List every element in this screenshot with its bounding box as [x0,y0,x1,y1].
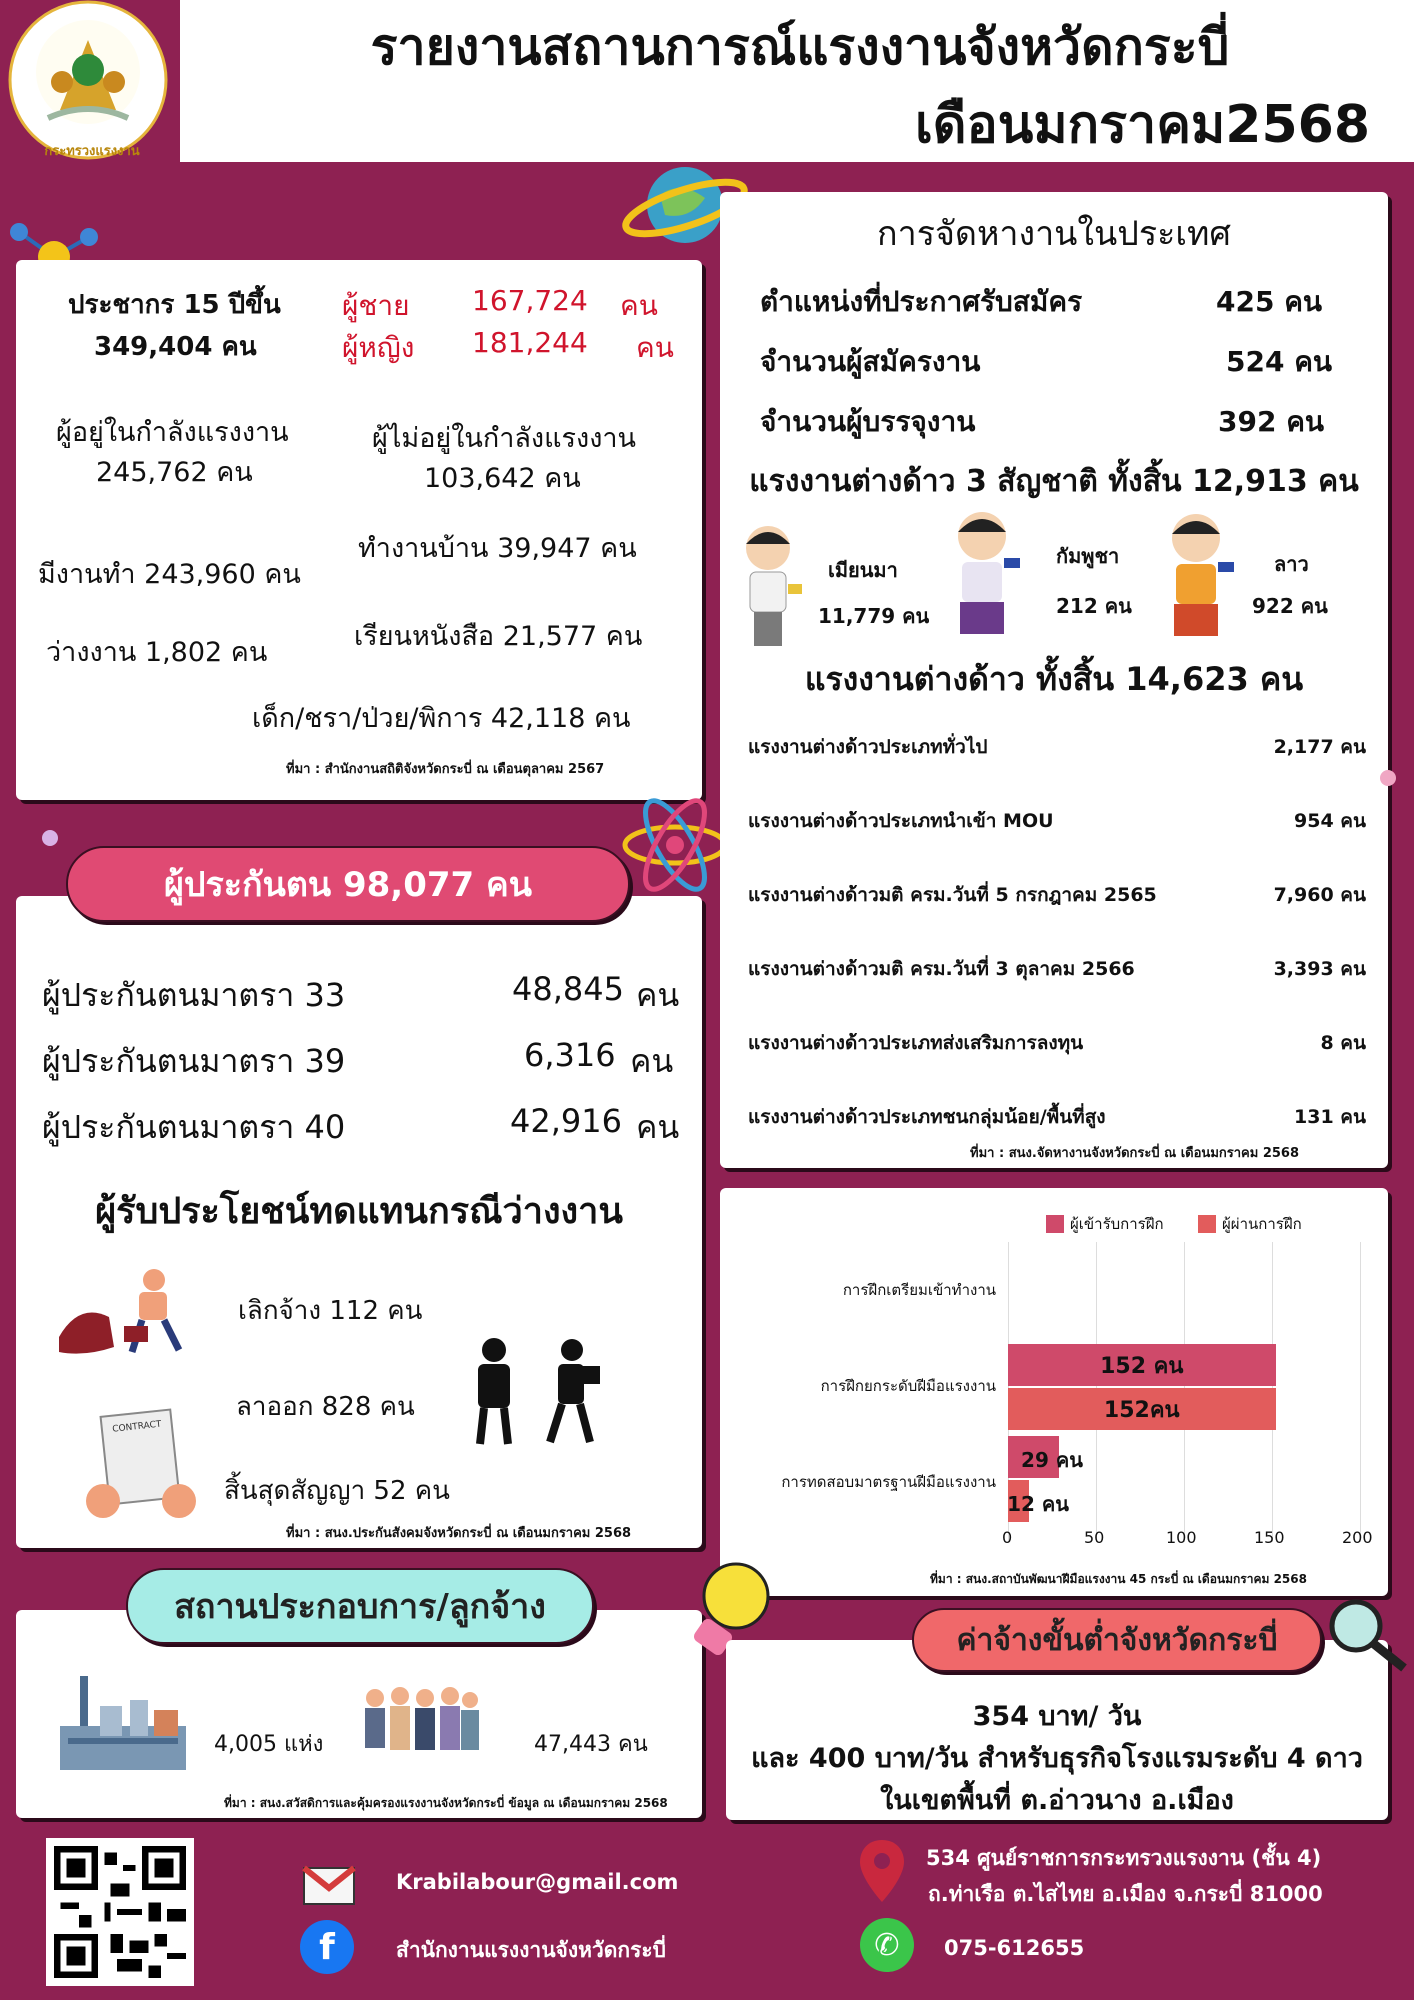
jobs-row-value-0: 425 คน [1216,285,1323,318]
others: เด็ก/ชรา/ป่วย/พิการ 42,118 คน [252,703,631,734]
legend-label: ผู้ผ่านการฝึก [1222,1215,1302,1233]
nation-laos-value: 922 คน [1252,594,1328,618]
bar-label-trainees-test: 29 คน [1021,1448,1083,1472]
address-line2: ถ.ท่าเรือ ต.ไสไทย อ.เมือง จ.กระบี่ 81000 [928,1882,1323,1906]
foreign-row-label-0: แรงงานต่างด้าวประเภททั่วไป [748,736,988,758]
establishments-title [126,1568,594,1644]
jobs-source: ที่มา : สนง.จัดหางานจังหวัดกระบี่ ณ เดือนมกราคม 2568 [970,1146,1300,1161]
establishment-places: 4,005 แห่ง [214,1732,324,1757]
insured-title-text: ผู้ประกันตน 98,077 คน [163,865,533,905]
foreign-row-value-5: 131 คน [1294,1106,1366,1128]
establishments-source: ที่มา : สนง.สวัสดิการและคุ้มครองแรงงานจังหวัดกระบี่ ข้อมูล ณ เดือนมกราคม 2568 [224,1796,668,1810]
foreign-row-label-5: แรงงานต่างด้าวประเภทชนกลุ่มน้อย/พื้นที่สูง [748,1106,1106,1128]
establishments-title-text: สถานประกอบการ/ลูกจ้าง [174,1587,546,1627]
category-label-2: การทดสอบมาตรฐานฝีมือแรงงาน [781,1473,996,1491]
resign-icon [462,1328,602,1452]
male-value: 167,724 [472,284,588,317]
population-total-value: 349,404 คน [94,332,257,362]
contract-end: สิ้นสุดสัญญา 52 คน [224,1476,450,1506]
foreign-row-value-4: 8 คน [1320,1032,1366,1054]
wage-title-text: ค่าจ้างขั้นต่ำจังหวัดกระบี่ [956,1622,1278,1658]
email-link[interactable]: Krabilabour@gmail.com [396,1870,679,1894]
x-tick-0: 0 [1002,1528,1013,1547]
nation-myanmar-value: 11,779 คน [818,604,930,628]
laos-figure-icon [1160,510,1240,644]
establishment-employees: 47,443 คน [534,1732,648,1757]
wage-line1: 354 บาท/ วัน [972,1701,1142,1732]
cambodia-figure-icon [946,508,1026,642]
jobs-row-label-1: จำนวนผู้สมัครงาน [760,345,981,378]
insured-row-unit-39: คน [630,1042,674,1080]
contract-icon [86,1412,196,1522]
foreign3-title: แรงงานต่างด้าว 3 สัญชาติ ทั้งสิ้น 12,913 คน [749,464,1359,499]
jobs-row-label-2: จำนวนผู้บรรจุงาน [760,405,976,438]
legend-label: ผู้เข้ารับการฝึก [1070,1215,1164,1233]
insured-row-unit-33: คน [636,976,680,1014]
location-pin-icon [858,1838,906,1908]
grid-line [1360,1242,1361,1542]
insured-row-value-39: 6,316 [524,1036,616,1074]
phone-icon: ✆ [860,1918,914,1972]
qr-code[interactable] [46,1838,194,1986]
contract-image-text: CONTRACT [111,1419,162,1435]
female-value: 181,244 [472,326,588,359]
foreign-row-value-0: 2,177 คน [1273,736,1366,758]
foreign-row-value-3: 3,393 คน [1273,958,1366,980]
category-label-1: การฝึกยกระดับฝีมือแรงงาน [820,1377,996,1395]
male-unit: คน [620,289,658,322]
insured-row-label-39: ผู้ประกันตนมาตรา 39 [42,1042,346,1080]
insured-row-label-33: ผู้ประกันตนมาตรา 33 [42,976,346,1014]
foreign-row-label-2: แรงงานต่างด้าวมติ ครม.วันที่ 5 กรกฎาคม 2565 [748,884,1157,906]
legend-item-trainees [1046,1212,1164,1236]
insured-title [66,846,630,922]
population-source: ที่มา : สำนักงานสถิติจังหวัดกระบี่ ณ เดือนตุลาคม 2567 [286,762,605,777]
atom-icon [620,790,730,904]
wage-line2: และ 400 บาท/วัน สำหรับธุรกิจโรงแรมระดับ 4 ดาว [751,1743,1363,1774]
foreign-row-value-1: 954 คน [1294,810,1366,832]
dot-decoration [1380,770,1396,786]
legend-swatch [1046,1215,1064,1233]
insured-row-unit-40: คน [636,1108,680,1146]
jobs-row-label-0: ตำแหน่งที่ประกาศรับสมัคร [760,285,1083,318]
foreign-row-label-4: แรงงานต่างด้าวประเภทส่งเสริมการลงทุน [748,1032,1084,1054]
x-tick-150: 150 [1254,1528,1285,1547]
female-label: ผู้หญิง [342,331,415,364]
bar-passed-upskill: 152คน [1008,1388,1276,1430]
foreign-row-value-2: 7,960 คน [1273,884,1366,906]
x-tick-50: 50 [1084,1528,1105,1547]
logo-text: กระทรวงแรงงาน [44,144,140,159]
facebook-link[interactable]: สำนักงานแรงงานจังหวัดกระบี่ [396,1938,666,1962]
in-labor-label: ผู้อยู่ในกำลังแรงงาน [56,417,289,448]
resigned: ลาออก 828 คน [236,1392,415,1422]
factory-icon [60,1666,186,1780]
bar-label-passed-test: 12 คน [1007,1492,1069,1516]
out-labor-label: ผู้ไม่อยู่ในกำลังแรงงาน [372,423,637,454]
myanmar-figure-icon [738,522,808,654]
laid-off-icon [54,1262,194,1366]
nation-myanmar-name: เมียนมา [828,558,898,582]
male-label: ผู้ชาย [342,289,410,322]
studying: เรียนหนังสือ 21,577 คน [354,621,643,652]
bar-trainees-upskill: 152 คน [1008,1344,1276,1386]
insured-row-value-40: 42,916 [510,1102,622,1140]
category-label-0: การฝึกเตรียมเข้าทำงาน [842,1281,996,1299]
out-labor-value: 103,642 คน [424,463,581,494]
page-subtitle: เดือนมกราคม2568 [915,95,1370,155]
x-tick-200: 200 [1342,1528,1373,1547]
gmail-icon [300,1854,358,1912]
jobs-row-value-1: 524 คน [1226,345,1333,378]
ministry-logo [0,0,180,162]
insured-row-label-40: ผู้ประกันตนมาตรา 40 [42,1108,346,1146]
insured-row-value-33: 48,845 [512,970,624,1008]
facebook-icon[interactable]: f [300,1920,354,1974]
jobs-panel [720,192,1388,1168]
jobs-title: การจัดหางานในประเทศ [877,214,1231,254]
female-unit: คน [636,331,674,364]
nation-cambodia-name: กัมพูชา [1056,544,1120,568]
page-title: รายงานสถานการณ์แรงงานจังหวัดกระบี่ [370,18,1230,76]
unemployed: ว่างงาน 1,802 คน [46,637,268,668]
address-line1: 534 ศูนย์ราชการกระทรวงแรงงาน (ชั้น 4) [926,1846,1322,1870]
legend-item-passed [1198,1212,1302,1236]
foreign-total-title: แรงงานต่างด้าว ทั้งสิ้น 14,623 คน [804,660,1304,698]
foreign-row-label-1: แรงงานต่างด้าวประเภทนำเข้า MOU [748,810,1054,832]
dot-decoration [42,830,58,846]
phone-number[interactable]: 075-612655 [944,1936,1085,1960]
population-total-label: ประชากร 15 ปีขึ้น [68,290,281,320]
population-panel [16,260,702,800]
legend-swatch [1198,1215,1216,1233]
training-chart-panel [720,1188,1388,1596]
wage-title [912,1608,1322,1672]
insured-source: ที่มา : สนง.ประกันสังคมจังหวัดกระบี่ ณ เดือนมกราคม 2568 [286,1526,632,1541]
housework: ทำงานบ้าน 39,947 คน [358,533,637,564]
nation-cambodia-value: 212 คน [1056,594,1132,618]
jobs-row-value-2: 392 คน [1218,405,1325,438]
nation-laos-name: ลาว [1274,552,1309,576]
magnifier-icon [1322,1594,1412,1678]
chart-source: ที่มา : สนง.สถาบันพัฒนาฝีมือแรงงาน 45 กระบี่ ณ เดือนมกราคม 2568 [930,1572,1307,1586]
in-labor-value: 245,762 คน [96,457,253,488]
unemployment-title: ผู้รับประโยชน์ทดแทนกรณีว่างงาน [95,1191,623,1232]
foreign-row-label-3: แรงงานต่างด้าวมติ ครม.วันที่ 3 ตุลาคม 2566 [748,958,1135,980]
laid-off: เลิกจ้าง 112 คน [238,1296,423,1326]
employed: มีงานทำ 243,960 คน [38,559,301,590]
wage-line3: ในเขตพื้นที่ ต.อ่าวนาง อ.เมือง [880,1785,1234,1816]
employees-icon [360,1684,480,1778]
x-tick-100: 100 [1166,1528,1197,1547]
